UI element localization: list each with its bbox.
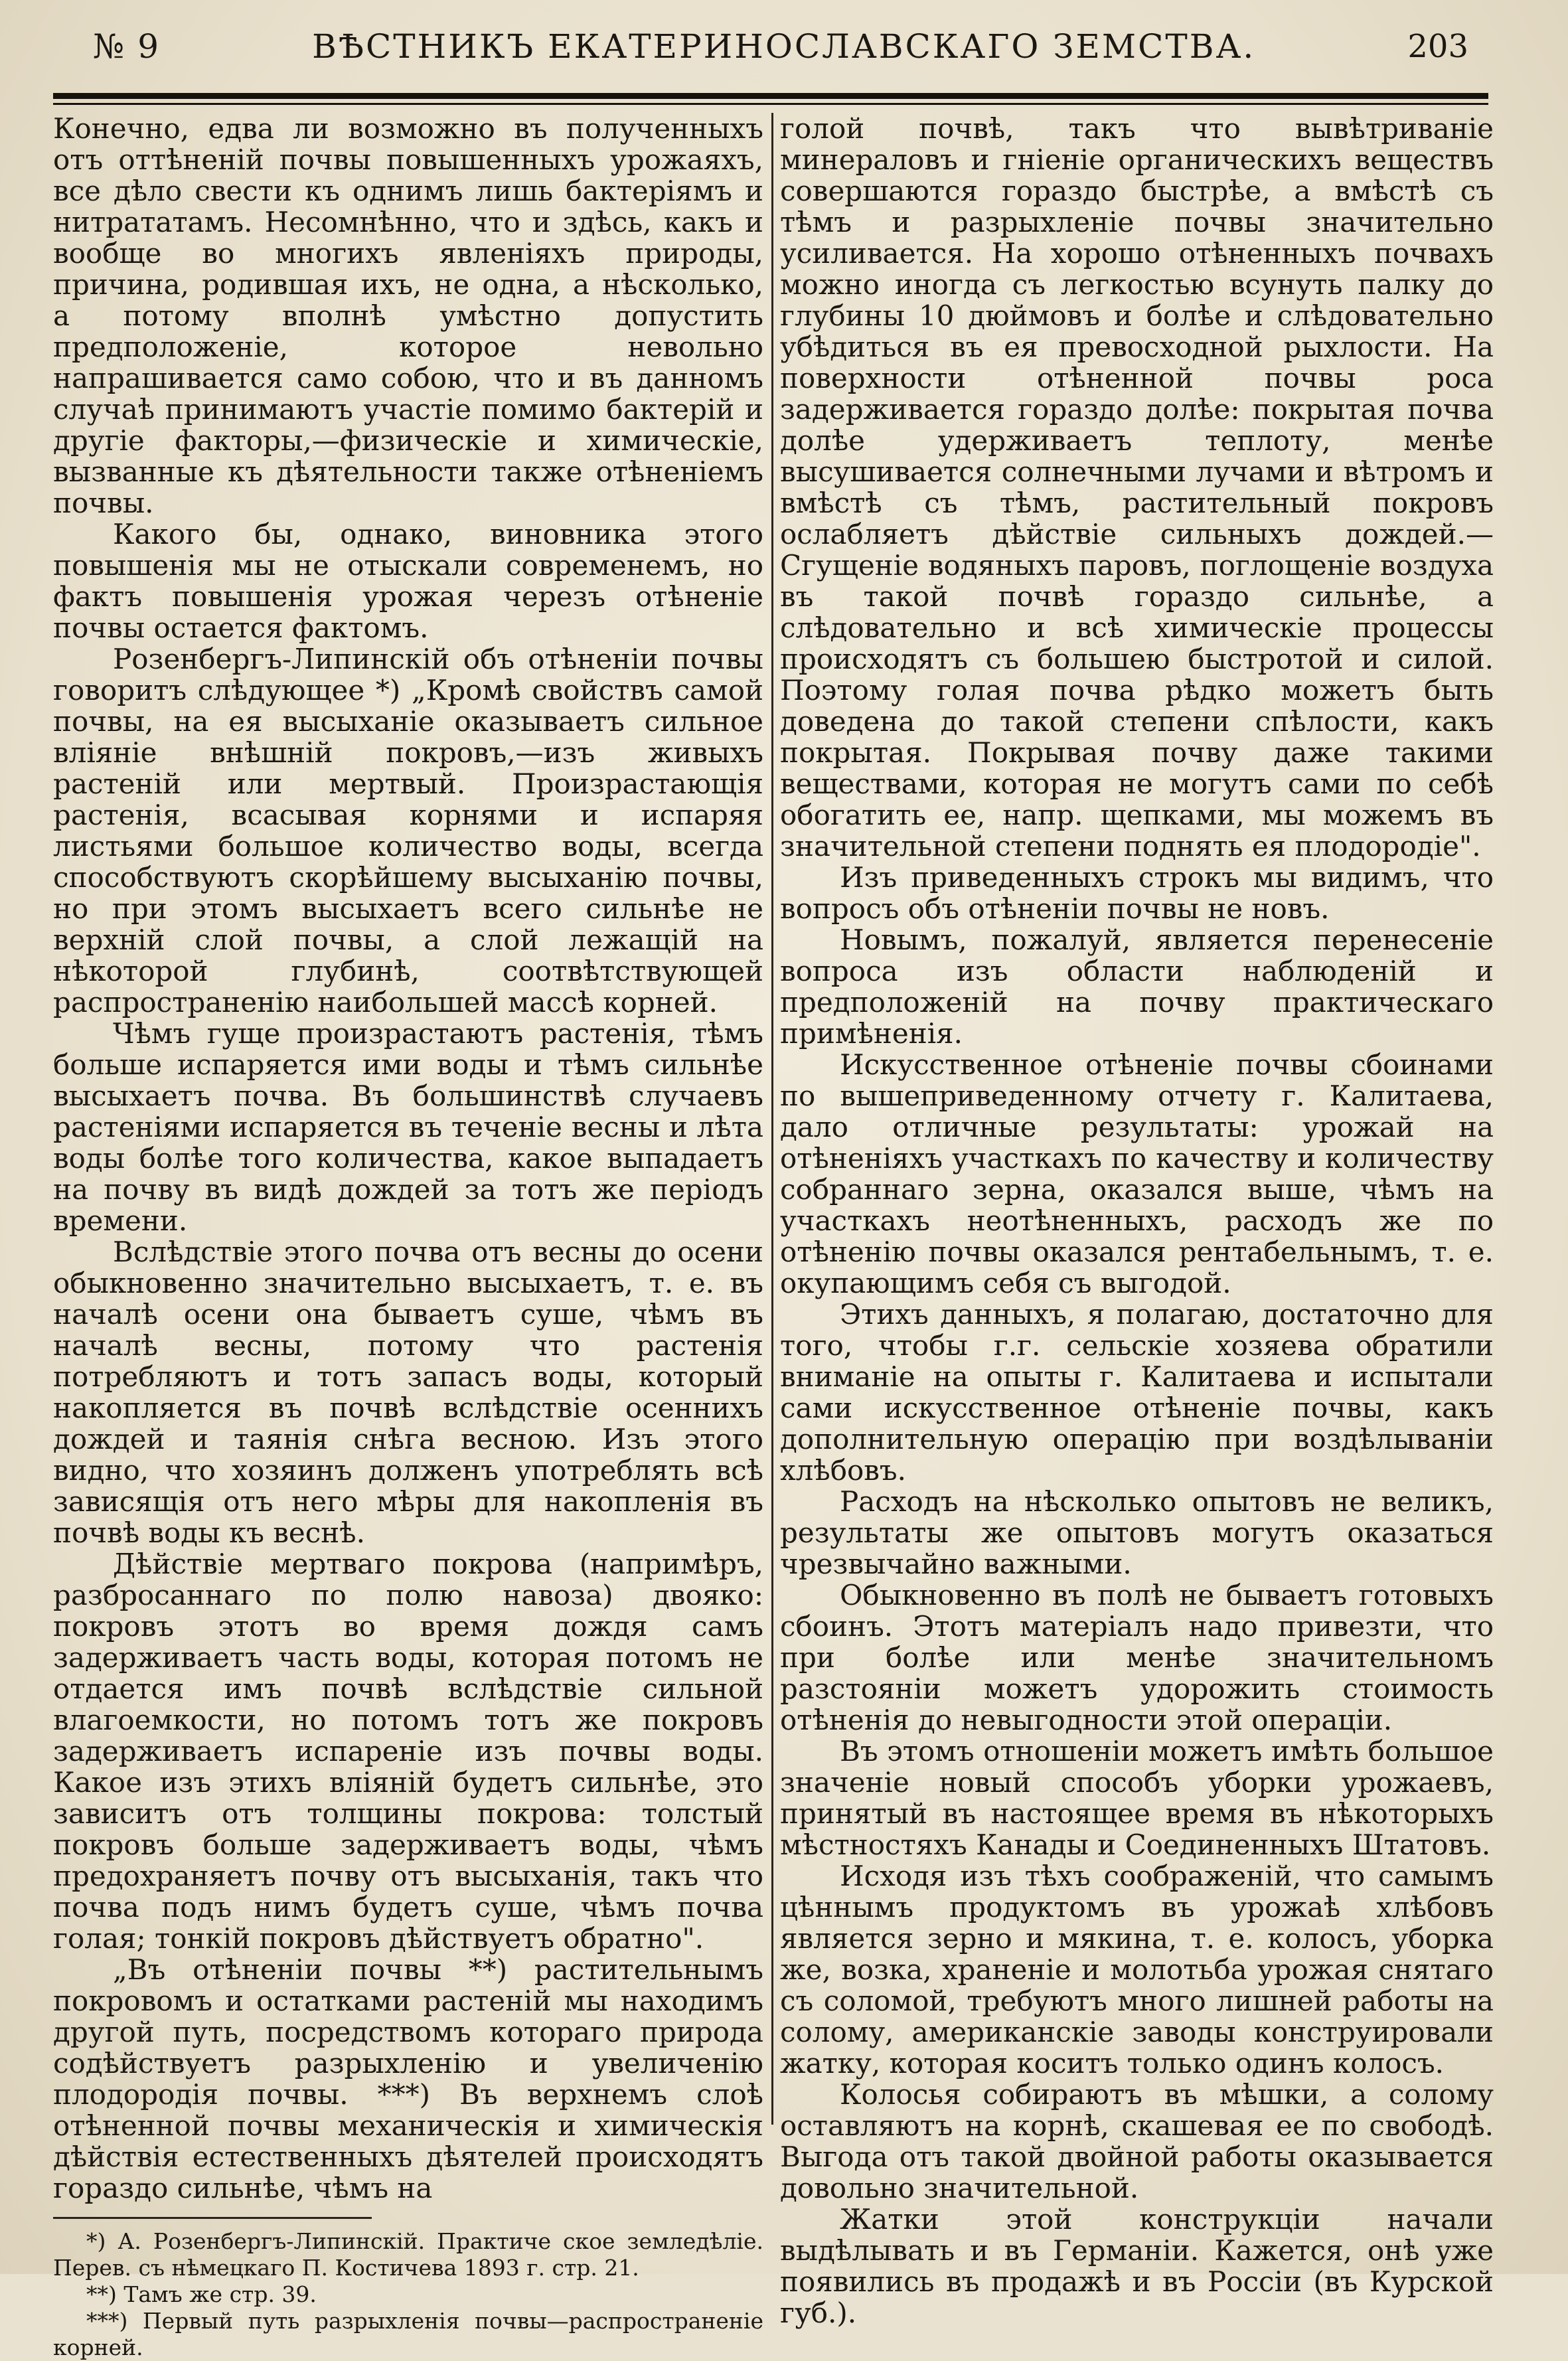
right-column <box>780 113 1494 2328</box>
header-rule-thick <box>53 93 1488 99</box>
right-paragraph: Расходъ на нѣсколько опытовъ не великъ, результаты же опытовъ могутъ оказаться чрезвычайно важными. <box>780 1485 1494 1580</box>
footnote: **) Тамъ же стр. 39. <box>86 2281 317 2307</box>
right-paragraph: Этихъ данныхъ, я полагаю, достаточно для того, чтобы г.г. сельскіе хозяева обратили вниманіе на опыты г. Калитаева и испытали сами искусственное отѣненіе почвы, какъ дополнительную операцію при воздѣлываніи хлѣбовъ. <box>780 1298 1494 1487</box>
journal-title: ВѢСТНИКЪ ЕКАТЕРИНОСЛАВСКАГО ЗЕМСТВА. <box>312 27 1256 66</box>
issue-number: № 9 <box>93 27 161 66</box>
page-header <box>93 20 1468 73</box>
left-paragraph: „Въ отѣненіи почвы **) растительнымъ покровомъ и остатками растеній мы находимъ другой путь, посредствомъ котораго природа содѣйствуетъ разрыхленію и увеличенію плодородія почвы. ***) Въ верхнемъ слоѣ отѣненной почвы механическія и химическія дѣйствія естественныхъ дѣятелей происходятъ гораздо сильнѣе, чѣмъ на <box>53 1953 763 2204</box>
left-column <box>53 113 763 2361</box>
left-paragraph: Вслѣдствіе этого почва отъ весны до осени обыкновенно значительно высыхаетъ, т. е. въ началѣ осени она бываетъ суше, чѣмъ въ началѣ весны, потому что растенія потребляютъ и тотъ запасъ воды, который накопляется въ почвѣ вслѣдствіе осеннихъ дождей и таянія снѣга весною. Изъ этого видно, что хозяинъ долженъ употреблять всѣ зависящія отъ него мѣры для накопленія въ почвѣ воды къ веснѣ. <box>53 1236 763 1549</box>
right-paragraph: Обыкновенно въ полѣ не бываетъ готовыхъ сбоинъ. Этотъ матеріалъ надо привезти, что при болѣе или менѣе значительномъ разстояніи можетъ удорожить стоимость отѣненія до невыгодности этой операціи. <box>780 1579 1494 1736</box>
footnote-rule <box>53 2217 372 2219</box>
footnote: ***) Первый путь разрыхленія почвы—распространеніе корней. <box>53 2308 763 2360</box>
header-rule-thin <box>53 103 1488 105</box>
right-paragraph: Жатки этой конструкціи начали выдѣлывать и въ Германіи. Кажется, онѣ уже появились въ продажѣ и въ Россіи (въ Курской губ.). <box>780 2203 1494 2329</box>
left-paragraph: Конечно, едва ли возможно въ полученныхъ отъ оттѣненій почвы повышенныхъ урожаяхъ, все дѣло свести къ однимъ лишь бактеріямъ и нитрататамъ. Несомнѣнно, что и здѣсь, какъ и вообще во многихъ явленіяхъ природы, причина, родившая ихъ, не одна, а нѣсколько, а потому вполнѣ умѣстно допустить предположеніе, которое невольно напрашивается само собою, что и въ данномъ случаѣ принимаютъ участіе помимо бактерій и другіе факторы,—физическіе и химическіе, вызванные къ дѣятельности также отѣненіемъ почвы. <box>53 112 763 519</box>
page-number: 203 <box>1407 28 1468 65</box>
right-paragraph: Исходя изъ тѣхъ соображеній, что самымъ цѣннымъ продуктомъ въ урожаѣ хлѣбовъ является зерно и мякина, т. е. колосъ, уборка же, возка, храненіе и молотьба урожая снятаго съ соломой, требуютъ много лишней работы на солому, американскіе заводы конструировали жатку, которая коситъ только одинъ колосъ. <box>780 1860 1494 2079</box>
right-paragraph: Новымъ, пожалуй, является перенесеніе вопроса изъ области наблюденій и предположеній на почву практическаго примѣненія. <box>780 924 1494 1050</box>
right-paragraph: Изъ приведенныхъ строкъ мы видимъ, что вопросъ объ отѣненіи почвы не новъ. <box>780 861 1494 925</box>
left-paragraph: Розенбергъ-Липинскій объ отѣненіи почвы говоритъ слѣдующее *) „Кромѣ свойствъ самой почвы, на ея высыханіе оказываетъ сильное вліяніе внѣшній покровъ,—изъ живыхъ растеній или мертвый. Произрастающія растенія, всасывая корнями и испаряя листьями большое количество воды, всегда способствуютъ скорѣйшему высыханію почвы, но при этомъ высыхаетъ всего сильнѣе не верхній слой почвы, а слой лежащій на нѣкоторой глубинѣ, соотвѣтствующей распространенію наибольшей массѣ корней. <box>53 643 763 1018</box>
left-paragraph: Какого бы, однако, виновника этого повышенія мы не отыскали современемъ, но фактъ повышенія урожая черезъ отѣненіе почвы остается фактомъ. <box>53 518 763 644</box>
right-paragraph: Искусственное отѣненіе почвы сбоинами по вышеприведенному отчету г. Калитаева, дало отличные результаты: урожай на отѣненіяхъ участкахъ по качеству и количеству собраннаго зерна, оказался выше, чѣмъ на участкахъ неотѣненныхъ, расходъ же по отѣненію почвы оказался рентабельнымъ, т. е. окупающимъ себя съ выгодой. <box>780 1048 1494 1299</box>
left-paragraph: Дѣйствіе мертваго покрова (напримѣръ, разбросаннаго по полю навоза) двояко: покровъ этотъ во время дождя самъ задерживаетъ часть воды, которая потомъ не отдается имъ почвѣ вслѣдствіе сильной влагоемкости, но потомъ тотъ же покровъ задерживаетъ испареніе изъ почвы воды. Какое изъ этихъ вліяній будетъ сильнѣе, это зависитъ отъ толщины покрова: толстый покровъ больше задерживаетъ воды, чѣмъ предохраняетъ почву отъ высыханія, такъ что почва подъ нимъ будетъ суше, чѣмъ почва голая; тонкій покровъ дѣйствуетъ обратно". <box>53 1548 763 1955</box>
footnotes <box>53 2228 763 2361</box>
right-paragraph: Въ этомъ отношеніи можетъ имѣть большое значеніе новый способъ уборки урожаевъ, принятый въ настоящее время въ нѣкоторыхъ мѣстностяхъ Канады и Соединенныхъ Штатовъ. <box>780 1735 1494 1861</box>
left-paragraph: Чѣмъ гуще произрастаютъ растенія, тѣмъ больше испаряется ими воды и тѣмъ сильнѣе высыхаетъ почва. Въ большинствѣ случаевъ растеніями испаряется въ теченіе весны и лѣта воды болѣе того количества, какое выпадаетъ на почву въ видѣ дождей за тотъ же періодъ времени. <box>53 1017 763 1237</box>
footnote: *) А. Розенбергъ-Липинскій. Практиче ское земледѣліе. Перев. съ нѣмецкаго П. Костичева 1893 г. стр. 21. <box>53 2228 763 2281</box>
right-paragraph: голой почвѣ, такъ что вывѣтриваніе минераловъ и гніеніе органическихъ веществъ совершаются гораздо быстрѣе, а вмѣстѣ съ тѣмъ и разрыхленіе почвы значительно усиливается. На хорошо отѣненныхъ почвахъ можно иногда съ легкостью всунуть палку до глубины 10 дюймовъ и болѣе и слѣдовательно убѣдиться въ ея превосходной рыхлости. На поверхности отѣненной почвы роса задерживается гораздо долѣе: покрытая почва долѣе удерживаетъ теплоту, менѣе высушивается солнечными лучами и вѣтромъ и вмѣстѣ съ тѣмъ, растительный покровъ ослабляетъ дѣйствіе сильныхъ дождей.—Сгущеніе водяныхъ паровъ, поглощеніе воздуха въ такой почвѣ гораздо сильнѣе, а слѣдовательно и всѣ химическіе процессы происходятъ съ большею быстротой и силой. Поэтому голая почва рѣдко можетъ быть доведена до такой степени спѣлости, какъ покрытая. Покрывая почву даже такими веществами, которая не могутъ сами по себѣ обогатить ее, напр. щепками, мы можемъ въ значительной степени поднять ея плодородіе". <box>780 112 1494 862</box>
right-paragraph: Колосья собираютъ въ мѣшки, а солому оставляютъ на корнѣ, скашевая ее по свободѣ. Выгода отъ такой двойной работы оказывается довольно значительной. <box>780 2078 1494 2204</box>
column-divider <box>771 113 773 2125</box>
